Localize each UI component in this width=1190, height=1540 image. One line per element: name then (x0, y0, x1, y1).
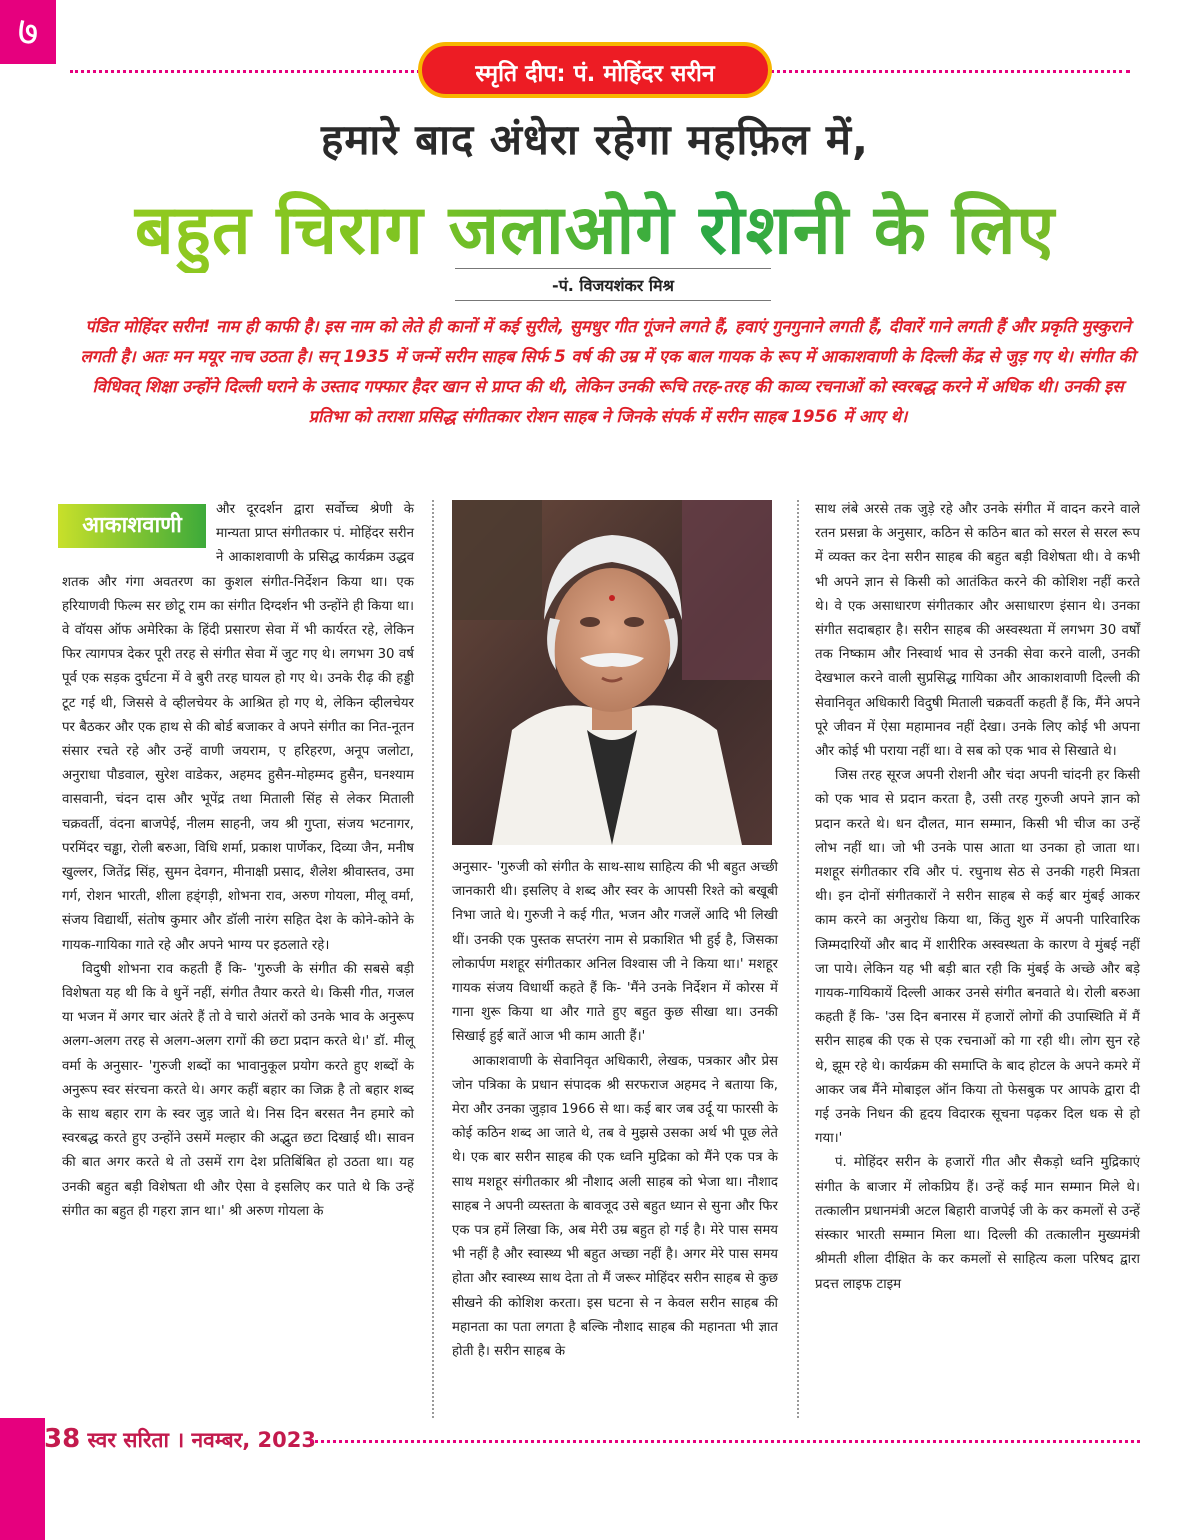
column-1-paragraph-2: विदुषी शोभना राव कहती हैं कि- 'गुरुजी के संगीत की सबसे बड़ी विशेषता यह थी कि वे धुनें नहीं, संगीत तैयार करते थे। किसी गीत, गजल या भजन में अगर चार अंतरे हैं तो वे चारो अंतरों को उनके भाव के अनुरूप अलग-अलग तरह से अलग-अलग रागों की छटा प्रदान करते थे।' डॉ. मीलू वर्मा के अनुसार- 'गुरुजी शब्दों का भावानुकूल प्रयोग करते हुए शब्दों के अनुरूप स्वर संरचना करते थे। अगर कहीं बहार का जिक्र है तो बहार शब्द के साथ बहार राग के स्वर जुड़ जाते थे। निस दिन बरसत नैन हमारे को स्वरबद्ध करते हुए उन्होंने उसमें मल्हार की अद्भुत छटा दिखाई थी। सावन की बात अगर करते थे तो उसमें राग देश प्रतिबिंबित हो उठता था। यह उनकी बहुत बड़ी विशेषता थी और ऐसा वे इसलिए कर पाते थे कि उन्हें संगीत का बहुत ही गहरा ज्ञान था।' श्री अरुण गोयला के (62, 961, 414, 1219)
footer-separator: । (176, 1428, 185, 1452)
column-2-paragraph-2: आकाशवाणी के सेवानिवृत अधिकारी, लेखक, पत्रकार और प्रेस जोन पत्रिका के प्रधान संपादक श्री सरफराज अहमद ने बताया कि, मेरा और उनका जुड़ाव 1966 से था। कई बार जब उर्दू या फारसी के कोई कठिन शब्द आ जाते थे, तब वे मुझसे उसका अर्थ भी पूछ लेते थे। एक बार सरीन साहब की एक ध्वनि मुद्रिका को मैंने एक पत्र के साथ मशहूर संगीतकार श्री नौशाद अली साहब को भेजा था। नौशाद साहब ने अपनी व्यस्तता के बावजूद उसे बहुत ध्यान से सुना और फिर एक पत्र हमें लिखा कि, अब मेरी उम्र बहुत हो गई है। मेरे पास समय भी नहीं है और स्वास्थ्य भी बहुत अच्छा नहीं है। अगर मेरे पास समय होता और स्वास्थ्य साथ देता तो मैं जरूर मोहिंदर सरीन साहब से कुछ सीखने की कोशिश करता। इस घटना से न केवल सरीन साहब की महानता का पता लगता है बल्कि नौशाद साहब की महानता भी ज्ञात होती है। सरीन साहब के (452, 1053, 778, 1360)
article-column-2 (452, 856, 778, 1364)
issue-date: नवम्बर, 2023 (191, 1428, 316, 1452)
intro-paragraph: पंडित मोहिंदर सरीन! नाम ही काफी है। इस नाम को लेते ही कानों में कई सुरीले, सुमधुर गीत गूंजने लगते हैं, हवाएं गुनगुनाने लगती हैं, दीवारें गाने लगती हैं और प्रकृति मुस्कुराने लगती है। अतः मन मयूर नाच उठता है। सन् 1935 में जन्में सरीन साहब सिर्फ 5 वर्ष की उम्र में एक बाल गायक के रूप में आकाशवाणी के दिल्ली केंद्र से जुड़ गए थे। संगीत की विधिवत् शिक्षा उन्होंने दिल्ली घराने के उस्ताद गफ्फार हैदर खान से प्राप्त की थी, लेकिन उनकी रूचि तरह-तरह की काव्य रचनाओं को स्वरबद्ध करने में अधिक थी। उनकी इस प्रतिभा को तराशा प्रसिद्ध संगीतकार रोशन साहब ने जिनके संपर्क में सरीन साहब 1956 में आए थे। (80, 317, 1136, 426)
column-3-paragraph-1: साथ लंबे अरसे तक जुड़े रहे और उनके संगीत में वादन करने वाले रतन प्रसन्ना के अनुसार, कठिन से कठिन बात को सरल से सरल रूप में व्यक्त कर देना सरीन साहब की बहुत बड़ी विशेषता थी। वे कभी भी अपने ज्ञान से किसी को आतंकित करने की कोशिश नहीं करते थे। वे एक असाधारण संगीतकार और असाधारण इंसान थे। उनका संगीत सदाबहार है। सरीन साहब की अस्वस्थता में लगभग 30 वर्षों तक निष्काम और निस्वार्थ भाव से उनकी सेवा करने वाली, उनकी देखभाल करने वाली सुप्रसिद्ध गायिका और आकाशवाणी दिल्ली की सेवानिवृत अधिकारी विदुषी मिताली चक्रवर्ती कहती हैं कि, मैंने अपने पूरे जीवन में ऐसा महामानव नहीं देखा। उनके लिए कोई भी अपना और कोई भी पराया नहीं था। वे सब को एक भाव से सिखाते थे। (815, 502, 1140, 760)
column-3-paragraph-3: पं. मोहिंदर सरीन के हजारों गीत और सैकड़ो ध्वनि मुद्रिकाएं संगीत के बाजार में लोकप्रिय हैं। उन्हें कई मान सम्मान मिले थे। तत्कालीन प्रधानमंत्री अटल बिहारी वाजपेई जी के कर कमलों से उन्हें संस्कार भारती सम्मान मिला था। दिल्ली की तत्कालीन मुख्यमंत्री श्रीमती शीला दीक्षित के कर कमलों से साहित्य कला परिषद द्वारा प्रदत्त लाइफ टाइम (815, 1155, 1140, 1292)
article-column-3 (815, 498, 1140, 1297)
page-number: 38 (44, 1424, 81, 1454)
column-1-paragraph-1: और दूरदर्शन द्वारा सर्वोच्च श्रेणी के मान्यता प्राप्त संगीतकार पं. मोहिंदर सरीन ने आकाशवाणी के प्रसिद्ध कार्यक्रम उद्धव शतक और गंगा अवतरण का कुशल संगीत-निर्देशन किया था। एक हरियाणवी फिल्म सर छोटू राम का संगीत दिग्दर्शन भी उन्होंने ही किया था। वे वॉयस ऑफ अमेरिका के हिंदी प्रसारण सेवा में भी कार्यरत रहे, लेकिन फिर त्यागपत्र देकर पूरी तरह से संगीत सेवा में जुट गए थे। लगभग 30 वर्ष पूर्व एक सड़क दुर्घटना में वे बुरी तरह घायल हो गए थे। उनके रीढ़ की हड्डी टूट गई थी, जिससे वे व्हीलचेयर के आश्रित हो गए थे, लेकिन व्हीलचेयर पर बैठकर और एक हाथ से की बोर्ड बजाकर वे अपने संगीत का नित-नूतन संसार रचते रहे और उन्हें वाणी जयराम, ए हरिहरण, अनूप जलोटा, अनुराधा पौडवाल, सुरेश वाडेकर, अहमद हुसैन-मोहम्मद हुसैन, घनश्याम वासवानी, चंदन दास और भूपेंद्र तथा मिताली सिंह से लेकर मिताली चक्रवर्ती, वंदना बाजपेई, नीलम साहनी, जय श्री गुप्ता, संजय भटनागर, परमिंदर चड्ढा, रोली बरुआ, विधि शर्मा, प्रकाश पार्णेकर, दिव्या जैन, मनीष खुल्लर, जितेंद्र सिंह, सुमन देवगन, मीनाक्षी प्रसाद, शैलेश श्रीवास्तव, उमा गर्ग, रोशन भारती, शीला हड्ंगड़ी, शोभना राव, अरुण गोयला, मीलू वर्मा, संजय विद्यार्थी, संतोष कुमार और डॉली नारंग सहित देश के कोने-कोने के गायक-गायिका गाते रहे और अपने भाग्य पर इठलाते रहे। (62, 502, 414, 953)
article-column-1 (62, 498, 414, 1224)
column-divider-2 (797, 500, 799, 1418)
page-corner-mark: ७ (0, 0, 56, 64)
headline-line-1: हमारे बाद अंधेरा रहेगा महफ़िल में, (321, 115, 869, 164)
magazine-name: स्वर सरिता (87, 1428, 169, 1452)
top-dotted-rule-left (70, 70, 420, 73)
section-label: आकाशवाणी (58, 504, 206, 548)
footer-corner-tab (0, 1418, 45, 1540)
column-3-paragraph-2: जिस तरह सूरज अपनी रोशनी और चंदा अपनी चांदनी हर किसी को एक भाव से प्रदान करता है, उसी तरह गुरुजी अपने ज्ञान को प्रदान करते थे। धन दौलत, मान सम्मान, किसी भी चीज का उन्हें लोभ नहीं था। जो भी उनके पास आता था उनका हो जाता था। मशहूर संगीतकार रवि और पं. रघुनाथ सेठ से उनकी गहरी मित्रता थी। इन दोनों संगीतकारों ने सरीन साहब से कई बार मुंबई आकर काम करने का अनुरोध किया था, किंतु शुरु में अपनी पारिवारिक जिम्मदारियों और बाद में शारीरिक अस्वस्थता के कारण वे मुंबई नहीं जा पाये। लेकिन यह भी बड़ी बात रही कि मुंबई के अच्छे और बड़े गायक-गायिकायें दिल्ली आकर उनसे संगीत बनवाते थे। रोली बरुआ कहती हैं कि- 'उस दिन बनारस में हजारों लोगों की उपास्थिति में मैं सरीन साहब की एक से एक रचनाओं को गा रही थी। लोग सुन रहे थे, झूम रहे थे। कार्यक्रम की समाप्ति के बाद होटल के अपने कमरे में आकर जब मैंने मोबाइल ऑन किया तो फेसबुक पर आपके द्वारा दी गई उनके निधन की हृदय विदारक सूचना पढ़कर दिल धक से हो गया।' (815, 768, 1140, 1147)
headline-line-2: बहुत चिराग जलाओगे रोशनी के लिए (0, 180, 1190, 273)
byline: -पं. विजयशंकर मिश्र (552, 276, 674, 295)
section-badge: स्मृति दीप: पं. मोहिंदर सरीन (418, 42, 772, 98)
byline-rule-top (455, 268, 771, 269)
portrait-illustration (452, 500, 772, 845)
column-divider-1 (432, 500, 434, 1418)
top-dotted-rule-right (770, 70, 1130, 73)
byline-rule-bottom (455, 300, 771, 301)
portrait-photo (452, 500, 772, 845)
page-footer (44, 1424, 316, 1454)
column-2-paragraph-1: अनुसार- 'गुरुजी को संगीत के साथ-साथ साहित्य की भी बहुत अच्छी जानकारी थी। इसलिए वे शब्द और स्वर के आपसी रिश्ते को बखूबी निभा जाते थे। गुरुजी ने कई गीत, भजन और गजलें आदि भी लिखी थीं। उनकी एक पुस्तक सप्तरंग नाम से प्रकाशित भी हुई है, जिसका लोकार्पण मशहूर संगीतकार अनिल विश्वास जी ने किया था।' मशहूर गायक संजय विधार्थी कहते हैं कि- 'मैंने उनके निर्देशन में कोरस में गाना शुरू किया था और गाते हुए बहुत कुछ सीखा था। उनकी सिखाई हुई बातें आज भी काम आती हैं।' (452, 860, 778, 1045)
footer-dotted-rule (310, 1440, 1140, 1443)
